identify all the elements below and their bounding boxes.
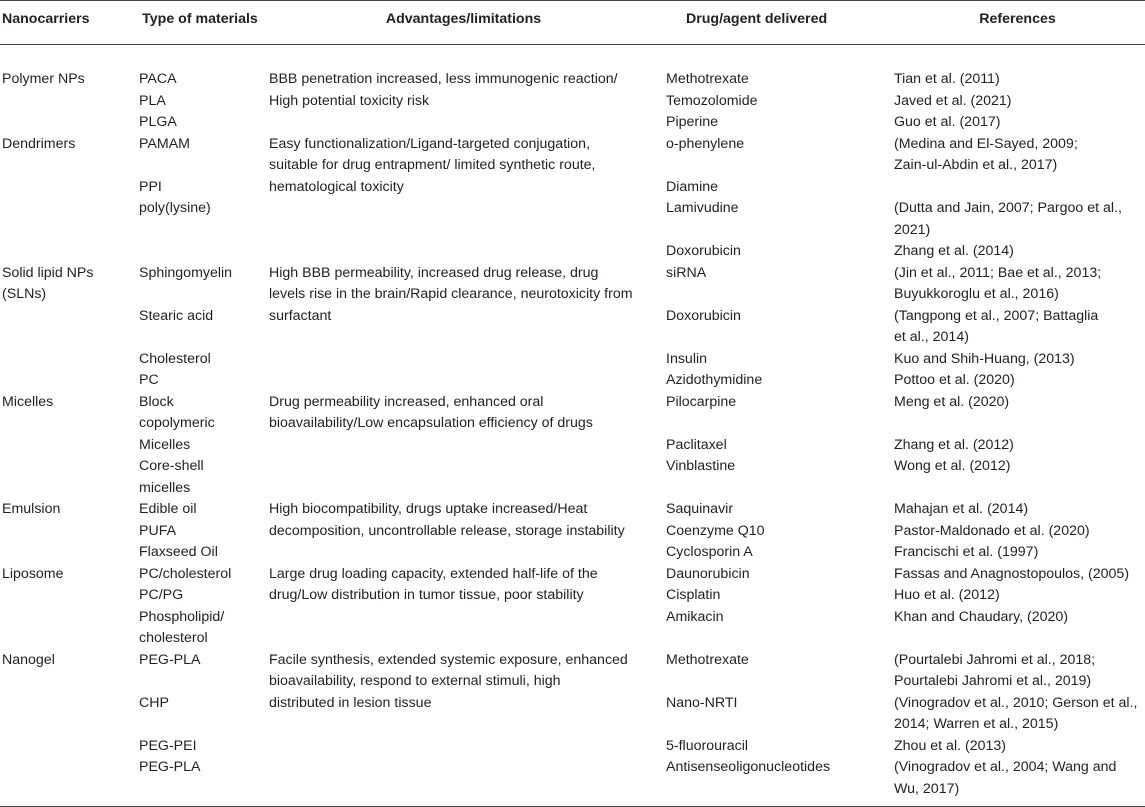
cell-nanocarrier: Nanogel (0, 650, 135, 807)
header-row (0, 1, 1145, 45)
cell-advantages: High biocompatibility, drugs uptake increased/Heat decomposition, uncontrollable release, storage instability (269, 501, 625, 539)
cell-advantages: BBB penetration increased, less immunogenic reaction/ High potential toxicity risk (269, 71, 618, 109)
table-row (0, 45, 1145, 134)
cell-drug: Pilocarpine Paclitaxel Vinblastine (666, 393, 737, 474)
cell-drug: Methotrexate Temozolomide Piperine (666, 71, 758, 130)
table-row (0, 564, 1145, 650)
header-drug-agent-delivered: Drug/agent delivered (662, 1, 890, 45)
cell-materials: Edible oil PUFA Flaxseed Oil (139, 501, 218, 560)
cell-nanocarrier: Solid lipid NPs (SLNs) (2, 264, 94, 302)
cell-nanocarrier: Micelles (2, 393, 54, 410)
cell-advantages: High BBB permeability, increased drug release, drug levels rise in the brain/Rapid clearance, neurotoxicity from surfactant (269, 264, 633, 324)
cell-references: Fassas and Anagnostopoulos, (2005) Huo et al. (2012) Khan and Chaudary, (2020) (894, 565, 1130, 625)
cell-drug: Saquinavir Coenzyme Q10 Cyclosporin A (666, 501, 765, 560)
cell-materials: Block copolymeric Micelles Core-shell micelles (139, 393, 215, 496)
table-row (0, 134, 1145, 263)
table-row (0, 392, 1145, 500)
cell-drug: o-phenylene Diamine Lamivudine Doxorubicin (666, 135, 745, 259)
cell-nanocarrier: Dendrimers (2, 135, 76, 152)
cell-references: Mahajan et al. (2014) Pastor-Maldonado et al. (2020) Francischi et al. (1997) (894, 501, 1090, 560)
cell-advantages: Easy functionalization/Ligand-targeted conjugation, suitable for drug entrapment/ limited synthetic route, hematological toxicity (269, 135, 596, 195)
header-references: References (890, 1, 1145, 45)
cell-drug: Methotrexate Nano-NRTI 5-fluorouracil Antisenseoligonucleotides (662, 650, 890, 807)
cell-materials: PEG-PLA CHP PEG-PEI PEG-PLA (135, 650, 265, 807)
cell-nanocarrier: Emulsion (2, 501, 61, 517)
cell-advantages: Facile synthesis, extended systemic exposure, enhanced bioavailability, respond to external stimuli, high distributed in lesion tissue (265, 650, 662, 807)
cell-materials: Sphingomyelin Stearic acid Cholesterol PC (139, 264, 233, 388)
cell-nanocarrier: Polymer NPs (2, 71, 85, 87)
cell-references: Meng et al. (2020) Zhang et al. (2012) Wong et al. (2012) (894, 393, 1014, 474)
cell-materials: PACA PLA PLGA (139, 71, 177, 130)
cell-advantages: Drug permeability increased, enhanced oral bioavailability/Low encapsulation efficiency of drugs (269, 393, 593, 431)
table-row (0, 650, 1145, 807)
cell-materials: PC/cholesterol PC/PG Phospholipid/ cholesterol (139, 565, 232, 646)
cell-drug: siRNA Doxorubicin Insulin Azidothymidine (666, 264, 763, 388)
header-type-of-materials: Type of materials (135, 1, 265, 45)
table-row (0, 263, 1145, 392)
cell-references: Tian et al. (2011) Javed et al. (2021) Guo et al. (2017) (894, 71, 1012, 130)
cell-drug: Daunorubicin Cisplatin Amikacin (666, 565, 750, 625)
cell-references: (Pourtalebi Jahromi et al., 2018; Pourtalebi Jahromi et al., 2019) (Vinogradov et al., 2010; Gerson et al., 2014; Warren et al., 2015) Zhou et al. (2013) (Vinogradov et al., 2004; Wang and Wu, 2017) (890, 650, 1145, 807)
cell-references: (Jin et al., 2011; Bae et al., 2013; Buyukkoroglu et al., 2016) (Tangpong et al., 2007; Battaglia et al., 2014) Kuo and Shih-Huang, (2013) Pottoo et al. (2020) (894, 264, 1102, 388)
header-advantages-limitations: Advantages/limitations (265, 1, 662, 45)
cell-advantages: Large drug loading capacity, extended half-life of the drug/Low distribution in tumor tissue, poor stability (269, 565, 598, 603)
cell-nanocarrier: Liposome (2, 565, 64, 582)
cell-references: (Medina and El-Sayed, 2009; Zain-ul-Abdin et al., 2017) (Dutta and Jain, 2007; Pargoo et al., 2021) Zhang et al. (2014) (894, 135, 1122, 259)
header-nanocarriers: Nanocarriers (0, 1, 135, 45)
table-row (0, 499, 1145, 564)
cell-materials: PAMAM PPI poly(lysine) (139, 135, 211, 216)
